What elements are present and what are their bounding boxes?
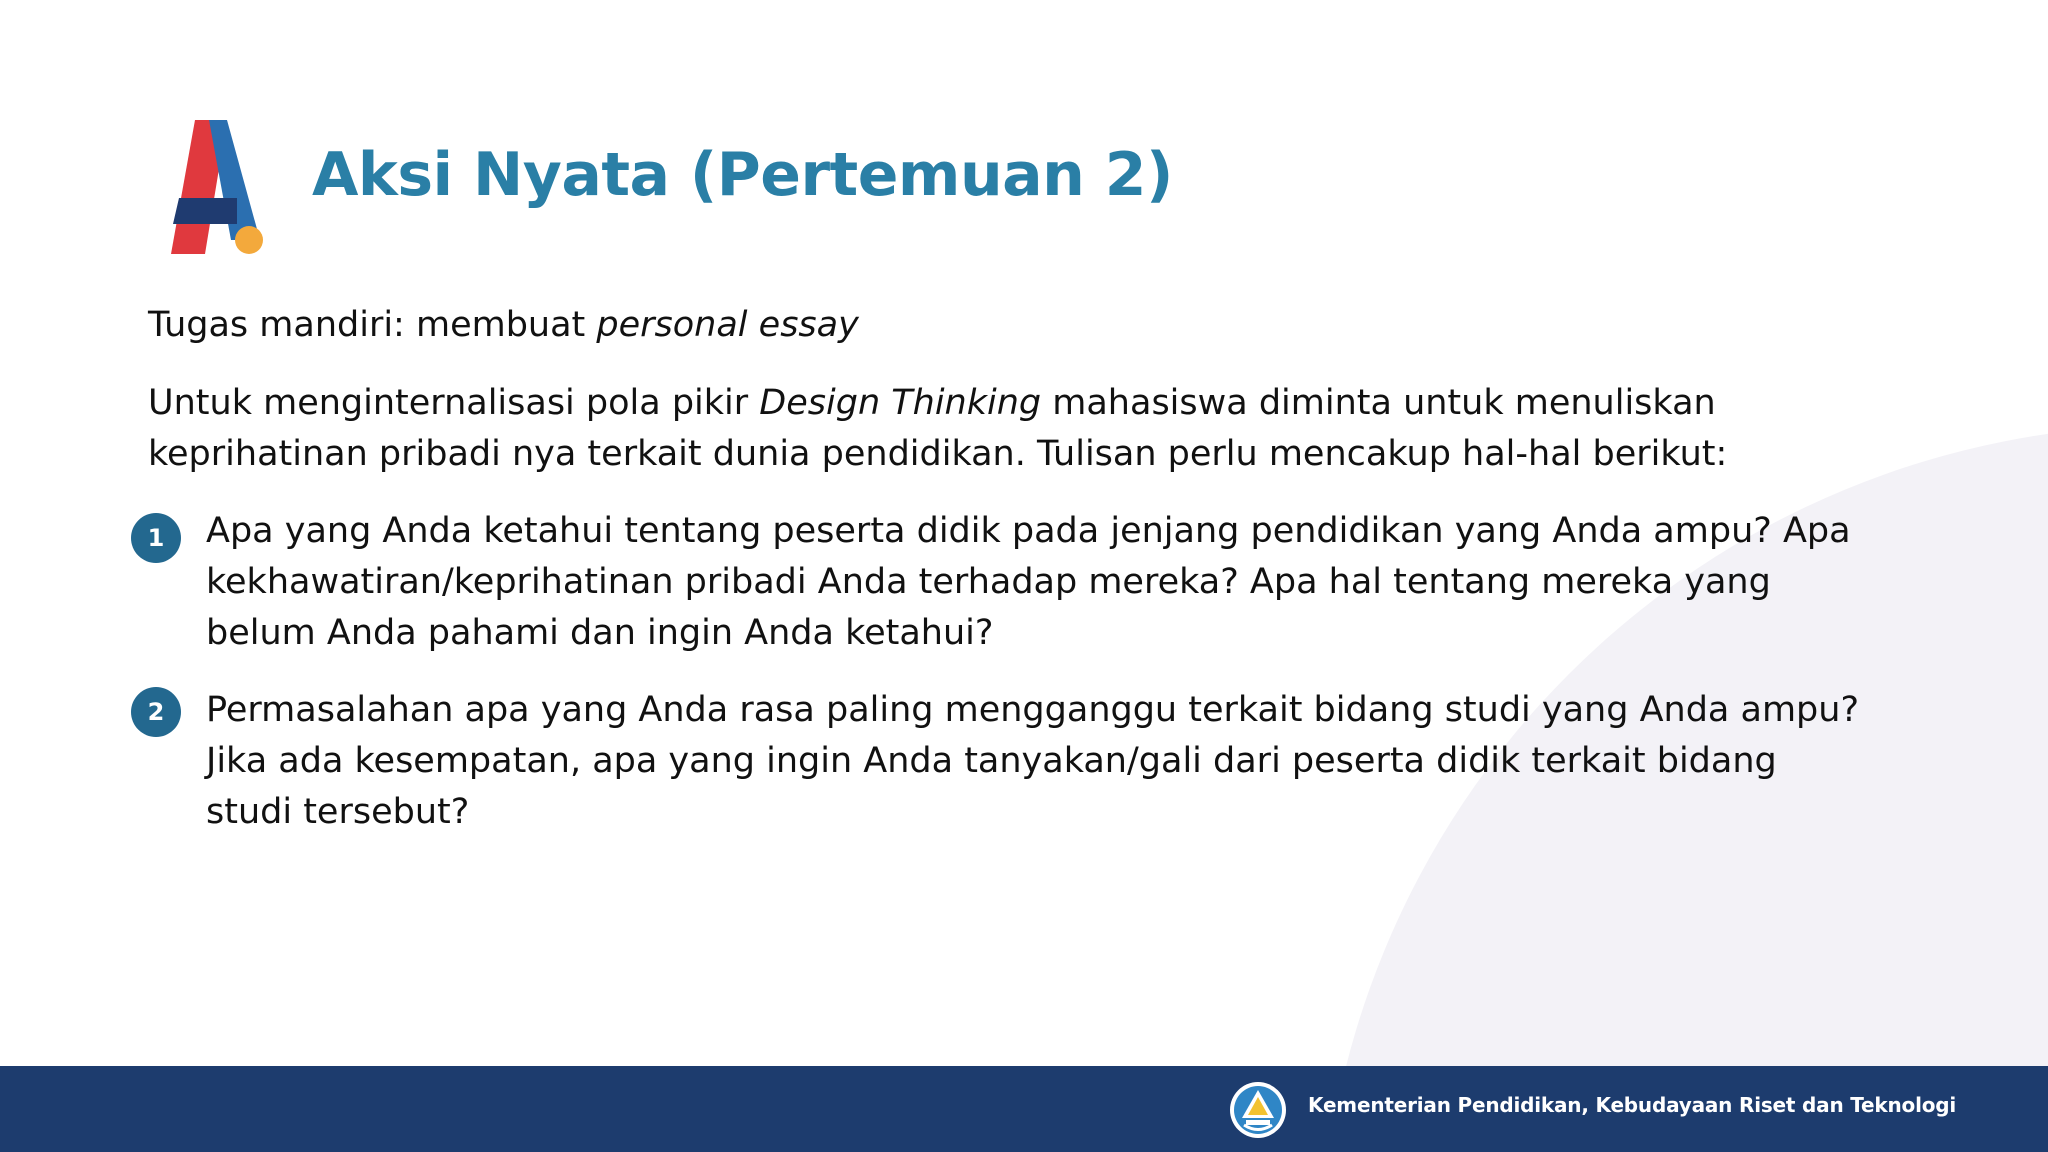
list-item-2-line-3: studi tersebut? xyxy=(206,792,470,832)
number-badge-2: 2 xyxy=(131,687,181,737)
subtitle-prefix: Tugas mandiri: membuat xyxy=(148,305,597,345)
list-item-1-line-1: Apa yang Anda ketahui tentang peserta didik pada jenjang pendidikan yang Anda ampu? Apa xyxy=(206,511,1851,551)
intro-emphasis: Design Thinking xyxy=(759,383,1042,423)
intro-suffix: mahasiswa diminta untuk menuliskan xyxy=(1041,383,1716,423)
intro-paragraph xyxy=(148,378,1727,480)
subtitle-emphasis: personal essay xyxy=(596,305,859,345)
list-item-1-line-2: kekhawatiran/keprihatinan pribadi Anda terhadap mereka? Apa hal tentang mereka yang xyxy=(206,562,1771,602)
slide-title: Aksi Nyata (Pertemuan 2) xyxy=(312,140,1173,210)
list-item-2-line-2: Jika ada kesempatan, apa yang ingin Anda tanyakan/gali dari peserta didik terkait bidang xyxy=(206,741,1777,781)
number-badge-1: 1 xyxy=(131,513,181,563)
list-item-2 xyxy=(206,685,1859,838)
task-subtitle xyxy=(148,300,859,351)
intro-line-1 xyxy=(148,378,1727,429)
tut-wuri-handayani-emblem-icon xyxy=(1228,1080,1288,1140)
intro-line-2: keprihatinan pribadi nya terkait dunia pendidikan. Tulisan perlu mencakup hal-hal berikut: xyxy=(148,434,1728,474)
letter-a-logo-icon xyxy=(165,120,265,254)
list-item-1-line-3: belum Anda pahami dan ingin Anda ketahui? xyxy=(206,613,994,653)
ministry-name: Kementerian Pendidikan, Kebudayaan Riset dan Teknologi xyxy=(1308,1093,1957,1117)
list-item-1 xyxy=(206,506,1851,659)
list-item-2-line-1: Permasalahan apa yang Anda rasa paling mengganggu terkait bidang studi yang Anda ampu? xyxy=(206,690,1860,730)
intro-prefix: Untuk menginternalisasi pola pikir xyxy=(148,383,760,423)
